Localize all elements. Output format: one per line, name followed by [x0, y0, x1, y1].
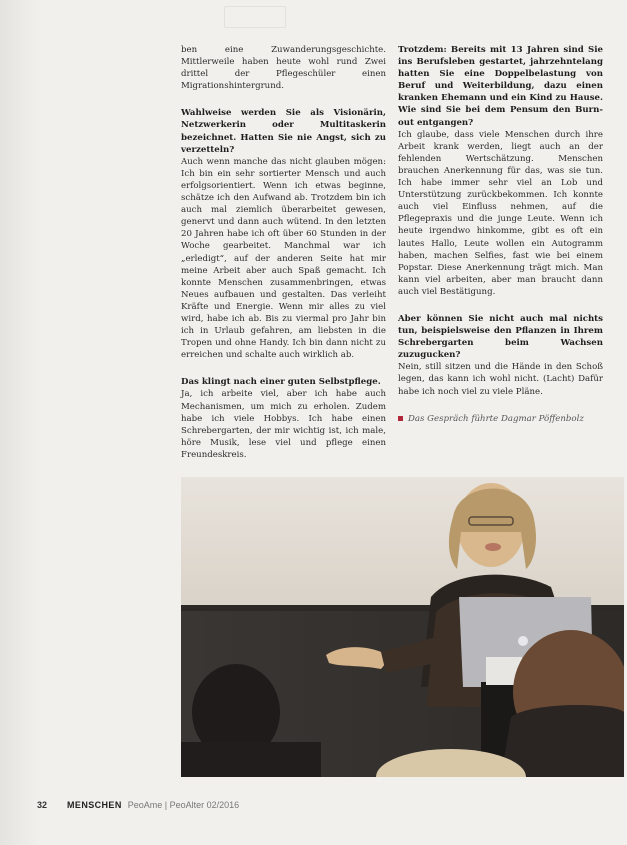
interview-question: Wahlweise werden Sie als Visionärin, Netzwerkerin oder Multitaskerin bezeichnet. Hatten Sie nie Angst, sich zu verzetteln?	[181, 108, 386, 155]
interview-question: Aber können Sie nicht auch mal nichts tun, beispielsweise den Pflanzen in Ihrem Schrebergarten beim Wachsen zuzugucken?	[398, 313, 603, 361]
answer-paragraph: Ja, ich arbeite viel, aber ich habe auch Mechanismen, um mich zu erholen. Zudem habe ich viele Hobbys. Ich habe einen Schrebergarten, der mir wichtig ist, ich male, höre Musik, lese viel und pflege einen Freundeskreis.	[181, 389, 386, 460]
answer-paragraph: Nein, still sitzen und die Hände in den Schoß legen, das kann ich wohl nicht. (Lacht) Dafür habe ich noch viel zu viele Pläne.	[398, 362, 603, 397]
answer-paragraph: Ich glaube, dass viele Menschen durch ihre Arbeit krank werden, liegt auch an der fehlenden Wertschätzung. Menschen brauchen Anerkennung für das, was sie tun. Ich habe immer sehr viel an Lob und Unterstützung zurückbekommen. Ich konnte auch viel Einfluss nehmen, auf die Pflegepraxis und die junge Leute. Wenn ich heute irgendwo hinkomme, gibt es oft ein lautes Hallo, Leute wollen ein Autogramm haben, machen Selfies, fast wie bei einem Popstar. Diese Anerkennung trägt mich. Man kann viel arbeiten, aber man braucht dann auch viel Bestätigung.	[398, 129, 603, 297]
photo-illustration	[181, 477, 624, 777]
faded-header-box	[224, 6, 286, 28]
interview-question: Trotzdem: Bereits mit 13 Jahren sind Sie ins Berufsleben gestartet, jahrzehntelang hatten Sie eine Doppelbelastung von Beruf und Weiterbildung, dazu einen kranken Ehemann und ein Kind zu Hause. Wie sind Sie bei dem Pensum den Burn-out entgangen?	[398, 45, 603, 128]
publication-info: PeoAme | PeoAlter 02/2016	[127, 800, 240, 810]
interview-credit	[398, 413, 603, 425]
section-name: MENSCHEN	[67, 800, 122, 810]
page-number: 32	[37, 800, 48, 810]
interview-question: Das klingt nach einer guten Selbstpflege.	[181, 377, 381, 388]
right-column	[398, 44, 603, 425]
credit-text: Das Gespräch führte Dagmar Pöffenbolz	[408, 413, 584, 424]
red-square-icon	[398, 416, 403, 421]
answer-paragraph: ben eine Zuwanderungsgeschichte. Mittlerweile haben heute wohl rund Zwei drittel der Pflegeschüler einen Migrationshintergrund.	[181, 45, 386, 92]
speaker-photo	[181, 477, 624, 777]
answer-paragraph: Auch wenn manche das nicht glauben mögen: Ich bin ein sehr sortierter Mensch und auch erfolgsorientiert. Wenn ich etwas beginne, schätze ich den Aufwand ab. Trotzdem bin ich auch mal ziemlich überarbeitet gewesen, genervt und dann auch wütend. In den letzten 20 Jahren habe ich oft über 60 Stunden in der Woche gearbeitet. Manchmal war ich „erledigt“, auf der anderen Seite hat mir meine Arbeit aber auch Spaß gemacht. Ich konnte Menschen zusammenbringen, etwas Neues aufbauen und gestalten. Das verleiht Kräfte und Energie. Wenn mir alles zu viel wird, habe ich ab. Bis zu viermal pro Jahr bin ich in Urlaub gefahren, am liebsten in die Tropen und ohne Handy. Ich bin dann nicht zu erreichen und schalte auch wirklich ab.	[181, 156, 386, 361]
page-fold-shadow	[0, 0, 40, 845]
page-footer	[37, 800, 239, 810]
left-column	[181, 44, 386, 476]
